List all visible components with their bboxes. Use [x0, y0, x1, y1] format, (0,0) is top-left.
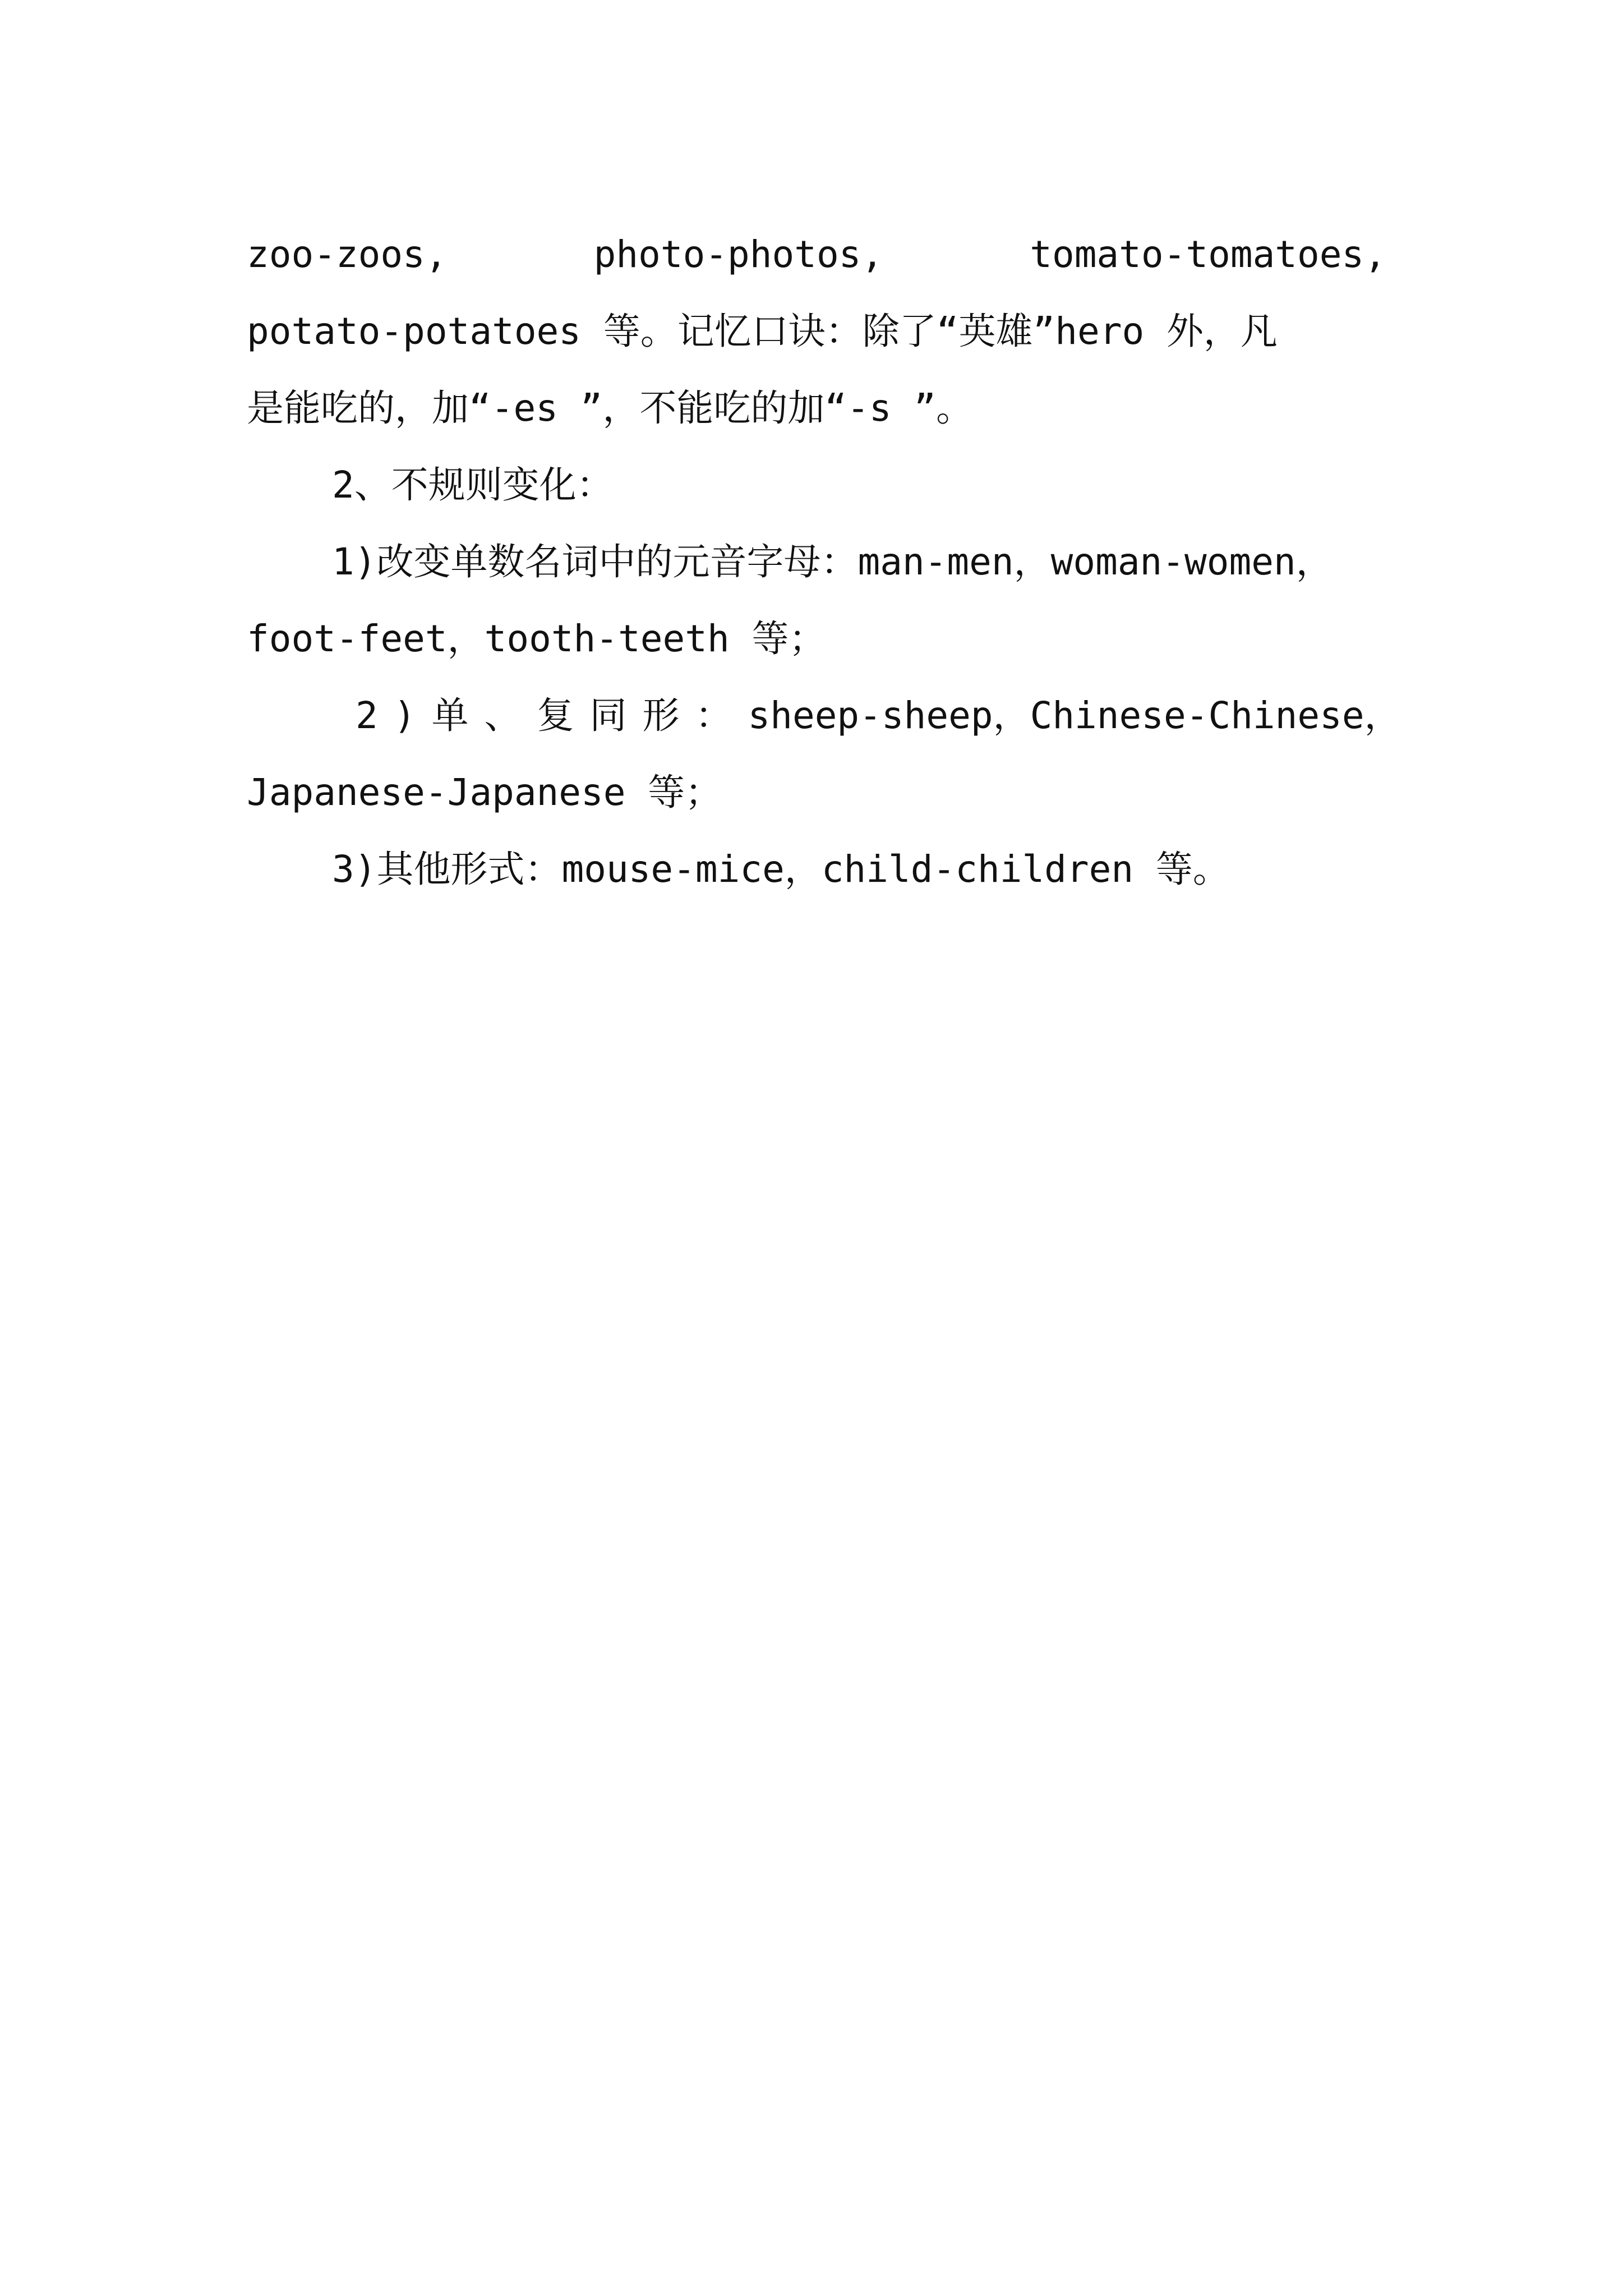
text-tomato-tomatoes: tomato-tomatoes, — [1030, 233, 1386, 276]
text-zoo-zoos: zoo-zoos, — [247, 233, 448, 276]
paragraph-1-line-3: 是能吃的，加“-es ”，不能吃的加“-s ”。 — [247, 386, 974, 430]
item-2-example-chinese: Chinese-Chinese， — [1030, 694, 1401, 737]
document-body — [247, 216, 1401, 908]
item-3-line: 3)其他形式：mouse-mice，child-children 等。 — [332, 848, 1230, 891]
item-2-line-2: Japanese-Japanese 等； — [247, 771, 722, 814]
item-2-example-sheep: sheep-sheep， — [748, 694, 1030, 737]
paragraph-1-line-1 — [247, 216, 1386, 293]
item-1-line-1: 1)改变单数名词中的元音字母：man-men，woman-women， — [332, 540, 1333, 583]
item-2-line-1 — [247, 677, 1401, 754]
paragraph-1-line-2: potato-potatoes 等。记忆口诀：除了“英雄”hero 外，凡 — [247, 310, 1278, 353]
item-2-label: 2)单、复同形： — [356, 694, 748, 737]
text-photo-photos: photo-photos, — [593, 233, 884, 276]
section-heading-irregular: 2、不规则变化： — [332, 463, 614, 507]
item-1-line-2: foot-feet，tooth-teeth 等； — [247, 617, 826, 660]
